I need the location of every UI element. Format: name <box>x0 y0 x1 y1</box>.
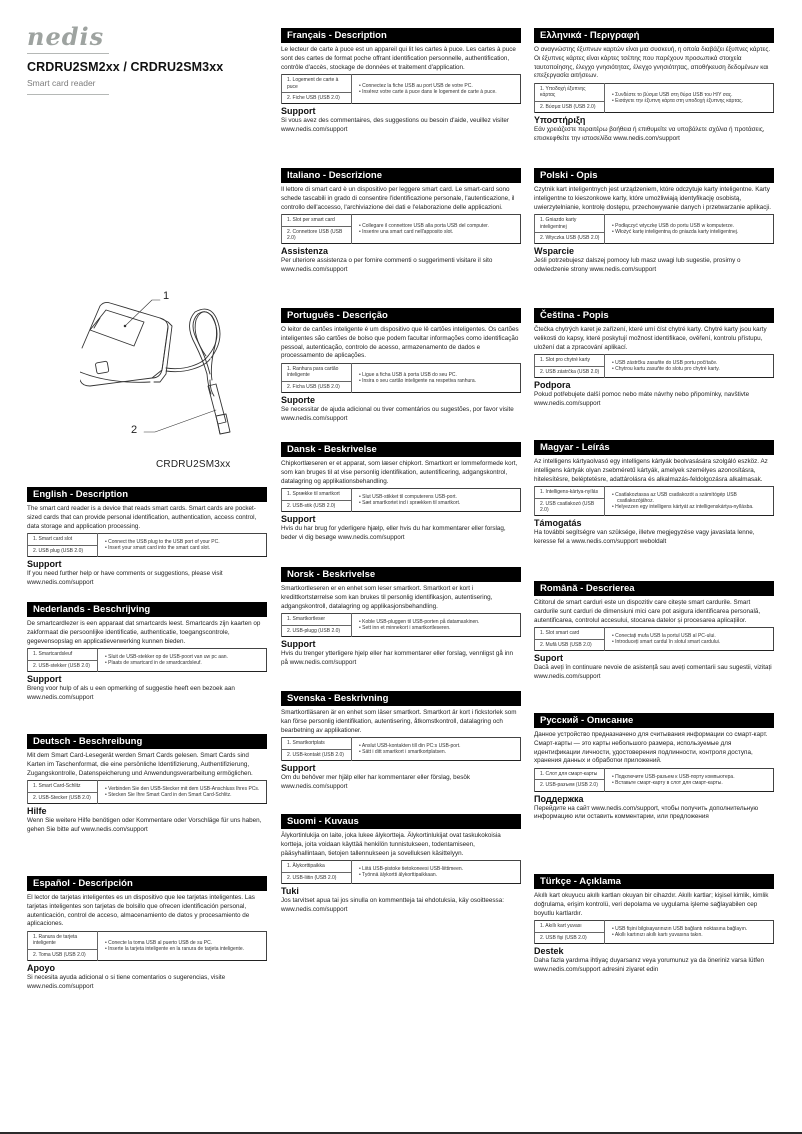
section-description: Akıllı kart okuyucu akıllı kartları okuyan bir cihazdır. Akıllı kartlar; kişisel kimlik, kimlik doğrulama, erişim kontrolü, veri depolama ve uygulama işleme sağlayabilen cep boyutlu kartlardır. <box>534 892 769 917</box>
step-1: • Podłączyć wtyczkę USB do portu USB w komputerze. <box>612 222 735 229</box>
section-description: El lector de tarjetas inteligentes es un dispositivo que lee tarjetas inteligentes. Las tarjetas inteligentes son tarjetas de bolsillo que ofrecen identificación personal, autenticación, control de acceso, almacenamiento de datos y procesamiento de aplicaciones. <box>27 894 255 928</box>
part-2: 2. USB plug (USB 2.0) <box>28 545 98 556</box>
support-text: Перейдите на сайт www.nedis.com/support, чтобы получить дополнительную информацию или оставить комментарии, или предложения <box>534 804 759 821</box>
part-2: 2. Toma USB (USB 2.0) <box>28 949 98 960</box>
part-1: 1. Intelligens-kártya-nyílás <box>535 487 605 498</box>
part-2: 2. Fiche USB (USB 2.0) <box>282 92 352 103</box>
section-title: Español - Descripción <box>27 876 267 891</box>
step-2: • Akıllı kartınızı akıllı kartı yuvasına takın. <box>612 932 703 939</box>
section-russkiy <box>534 713 774 822</box>
section-title: Deutsch - Beschreibung <box>27 734 267 749</box>
part-1: 1. Ranura de tarjeta inteligente <box>28 932 98 949</box>
section-title: Nederlands - Beschrijving <box>27 602 267 617</box>
part-1: 1. Слот для смарт-карты <box>535 769 605 780</box>
product-title: CRDRU2SM2xx / CRDRU2SM3xx <box>27 60 224 74</box>
section-title: Türkçe - Açıklama <box>534 874 774 889</box>
step-1: • Liitä USB-pistoke tietokoneesi USB-liittimeen. <box>359 865 464 872</box>
step-1: • Anslut USB-kontakten till din PC:s USB-port. <box>359 742 461 749</box>
parts-table <box>281 613 521 636</box>
parts-table <box>281 74 521 104</box>
support-text: Pokud potřebujete další pomoc nebo máte návrhy nebo připomínky, navštivte www.nedis.com/support <box>534 390 750 407</box>
header-rule-bottom <box>27 94 109 95</box>
support-text: Ha további segítségre van szüksége, illetve megjegyzése vagy javaslata lenne, keresse fel a www.nedis.com/support weboldalt <box>534 529 755 545</box>
callout-2: 2 <box>131 424 138 436</box>
support-text: Om du behöver mer hjälp eller har kommentarer eller förslag, besök www.nedis.com/support <box>281 773 470 790</box>
section-description: Czytnik kart inteligentnych jest urządzeniem, które odczytuje karty inteligentne. Karty inteligentne to kieszonkowe karty, które umożliwiają identyfikację osobistą, uwierzytelnianie, kontrolę dostępu, przechowywanie danych i przetwarzanie aplikacji. <box>534 186 771 211</box>
step-2: • Вставьте смарт-карту в слот для смарт-карты. <box>612 779 723 786</box>
support-text: Se necessitar de ajuda adicional ou tiver comentários ou sugestões, por favor visite www.nedis.com/support <box>281 405 514 422</box>
part-2: 2. USB-liitin (USB 2.0) <box>282 872 352 883</box>
part-1: 1. Slot per smart card <box>282 215 352 226</box>
step-2: • Chytrou kartu zasuňte do slotu pro chytré karty. <box>612 366 720 373</box>
steps-cell <box>352 75 521 104</box>
steps-cell <box>98 649 267 671</box>
part-2: 2. Connettore USB (USB 2.0) <box>282 226 352 243</box>
support-title: Support <box>281 638 316 649</box>
step-2: • Introduceți smart cardul în slotul smart cardului. <box>612 639 721 646</box>
brand-block <box>27 24 109 50</box>
section-francais <box>281 28 521 135</box>
support-text: Wenn Sie weitere Hilfe benötigen oder Kommentare oder Vorschläge für uns haben, gehen Sie bitte auf www.nedis.com/support <box>27 816 262 833</box>
support-title: Support <box>27 558 62 569</box>
part-2: 2. Ficha USB (USB 2.0) <box>282 381 352 392</box>
section-description: Az intelligens kártyaolvasó egy intelligens kártyák beolvasására szolgáló eszköz. Az intelligens kártyák olyan zsebméretű kártyák, amelyek személyes azonosításra, hitelesítésre, beléptetésre, adattárolásra és alkalmazás-feldolgozásra alkalmasak. <box>534 458 768 483</box>
part-2: 2. USB csatlakozó (USB 2.0) <box>535 498 605 515</box>
section-title: Français - Description <box>281 28 521 43</box>
parts-table <box>281 214 521 244</box>
step-1: • Conecte la toma USB al puerto USB de su PC. <box>105 939 213 946</box>
step-2: • Helyezzen egy intelligens kártyát az intelligenskártya-nyílásba. <box>612 504 754 511</box>
steps-cell <box>352 489 521 511</box>
section-title: Dansk - Beskrivelse <box>281 442 521 457</box>
section-magyar <box>534 440 774 547</box>
steps-cell <box>605 84 774 113</box>
support-title: Υποστήριξη <box>534 114 586 125</box>
part-1: 1. Ranhura para cartão inteligente <box>282 364 352 381</box>
card-reader-drawing-icon <box>80 270 270 480</box>
step-1: • Sluit de USB-stekker op de USB-poort van uw pc aan. <box>105 653 228 660</box>
step-2: • Plaats de smartcard in de smardcardsleuf. <box>105 660 202 667</box>
support-title: Support <box>281 513 316 524</box>
section-espanol <box>27 876 267 991</box>
support-text: If you need further help or have comments or suggestions, please visit www.nedis.com/support <box>27 569 223 586</box>
section-title: Polski - Opis <box>534 168 774 183</box>
parts-table <box>281 488 521 511</box>
support-title: Поддержка <box>534 793 584 804</box>
part-2: 2. Mufă USB (USB 2.0) <box>535 639 605 650</box>
section-polski <box>534 168 774 275</box>
step-1: • Conectați mufa USB la portul USB al PC-ului. <box>612 632 716 639</box>
support-text: Εάν χρειάζεστε περαιτέρω βοήθεια ή επιθυμείτε να υποβάλετε σχόλια ή προτάσεις, επισκεφθείτε την ιστοσελίδα www.nedis.com/support <box>534 125 765 142</box>
parts-table <box>534 768 774 791</box>
step-2: • Insert your smart card into the smart card slot. <box>105 545 211 552</box>
parts-table <box>281 363 521 393</box>
parts-table <box>281 737 521 760</box>
parts-table <box>281 860 521 883</box>
section-cestina <box>534 308 774 408</box>
part-2: 2. USB-stik (USB 2.0) <box>282 500 352 511</box>
steps-cell <box>605 215 774 244</box>
parts-table <box>534 83 774 113</box>
step-1: • Подключите USB-разъем к USB-порту компьютера. <box>612 773 735 780</box>
support-title: Suport <box>534 652 563 663</box>
section-description: Mit dem Smart Card-Lesegerät werden Smart Cards gelesen. Smart Cards sind Karten im Taschenformat, die eine persönliche Identifizierung, Authentifizierung, Zugangskontrolle, Datenspeicherung und Anwendungsverarbeitung ermöglichen. <box>27 752 253 777</box>
support-text: Hvis du har brug for yderligere hjælp, eller hvis du har kommentarer eller forslag, beder vi dig besøge www.nedis.com/support <box>281 524 506 541</box>
product-subtitle: Smart card reader <box>27 78 96 88</box>
section-title: Norsk - Beskrivelse <box>281 567 521 582</box>
step-2: • Sätt i ditt smartkort i smartkortplatsen. <box>359 749 447 756</box>
step-1: • Collegare il connettore USB alla porta USB del computer. <box>359 222 489 229</box>
section-description: Čtečka chytrých karet je zařízení, které umí číst chytré karty. Chytré karty jsou karty velikosti do kapsy, které poskytují možnost identifikace, ověření, kontrolu přístupu, uložení dat a zpracování aplikací. <box>534 326 767 351</box>
steps-cell <box>352 215 521 244</box>
step-1: • Verbinden Sie den USB-Stecker mit dem USB-Anschluss Ihres PCs. <box>105 785 260 792</box>
support-title: Support <box>281 762 316 773</box>
part-1: 1. Smartkortplats <box>282 738 352 749</box>
part-1: 1. Slot smart card <box>535 628 605 639</box>
section-portugues <box>281 308 521 423</box>
section-description: Ο αναγνώστης έξυπνων καρτών είναι μια συσκευή, η οποία διαβάζει έξυπνες κάρτες. Οι έξυπνες κάρτες είναι κάρτες τσέπης που παρέχουν προσωπικά στοιχεία ταυτοποίησης, έλεγχο γνησιότητας, έλεγχο γνησιότητας, αποθήκευση δεδομένων και επεξεργασία αιτήσεων. <box>534 46 771 80</box>
part-1: 1. Slot pro chytré karty <box>535 355 605 366</box>
section-svenska <box>281 691 521 791</box>
support-title: Suporte <box>281 394 316 405</box>
section-description: Älykortinlukija on laite, joka lukee älykortteja. Älykortinlukijat ovat taskukokoisia kortteja, joita voidaan käyttää henkilön tunnistukseen, todentamiseen, pääsyhallintaan, tietojen tallennukseen ja sovelluksen käsittelyyn. <box>281 832 501 857</box>
part-1: 1. Sprække til smartkort <box>282 489 352 500</box>
part-2: 2. USB-разъем (USB 2.0) <box>535 780 605 791</box>
section-italiano <box>281 168 521 275</box>
step-1: • Ligue a ficha USB à porta USB do seu PC. <box>359 371 457 378</box>
step-1: • Συνδέστε το βύσμα USB στη θύρα USB του Η/Υ σας. <box>612 91 733 98</box>
parts-table <box>534 627 774 650</box>
step-1: • Csatlakoztassa az USB csatlakozót a számítógép USB csatlakozójához. <box>612 491 737 505</box>
step-2: • Insérez votre carte à puce dans le logement de carte à puce. <box>359 89 497 96</box>
section-title: Русский - Описание <box>534 713 774 728</box>
nedis-logo: nedis <box>27 22 105 51</box>
section-title: Čeština - Popis <box>534 308 774 323</box>
section-title: Română - Descrierea <box>534 581 774 596</box>
section-title: Suomi - Kuvaus <box>281 814 521 829</box>
support-text: Jeśli potrzebujesz dalszej pomocy lub masz uwagi lub sugestie, prosimy o odwiedzenie strony www.nedis.com/support <box>534 257 741 273</box>
support-title: Destek <box>534 945 564 956</box>
support-text: Breng voor hulp of als u een opmerking of suggestie heeft een bezoek aan www.nedis.com/support <box>27 684 235 701</box>
part-1: 1. Akıllı kart yuvası <box>535 921 605 932</box>
support-title: Wsparcie <box>534 246 575 256</box>
steps-cell <box>98 781 267 803</box>
part-1: 1. Smart Card-Schlitz <box>28 781 98 792</box>
section-description: Smartkortleseren er en enhet som leser smartkort. Smartkort er kort i kredittkortstørrelse som kan brukes til personlig identifikasjon, autentisering, adgangskontroll, datalagring og applikasjonsbehandling. <box>281 585 493 610</box>
part-1: 1. Älykorttipaikka <box>282 861 352 872</box>
section-romana <box>534 581 774 681</box>
section-dansk <box>281 442 521 542</box>
support-text: Jos tarvitset apua tai jos sinulla on kommentteja tai ehdotuksia, käy osoitteessa: www.nedis.com/support <box>281 896 504 913</box>
parts-table <box>534 214 774 244</box>
step-2: • Inserire una smart card nell'apposito slot. <box>359 229 454 236</box>
steps-cell <box>605 921 774 943</box>
section-english <box>27 487 267 587</box>
support-text: Per ulteriore assistenza o per fornire commenti o suggerimenti visitare il sito www.nedis.com/support <box>281 257 493 273</box>
step-2: • Insira o seu cartão inteligente na respetiva ranhura. <box>359 377 477 384</box>
step-2: • Sett inn et minnekort i smartkortleseren. <box>359 625 451 632</box>
parts-table <box>27 648 267 671</box>
parts-table <box>27 931 267 961</box>
support-title: Tuki <box>281 885 299 896</box>
support-text: Si vous avez des commentaires, des suggestions ou besoin d'aide, veuillez visiter www.nedis.com/support <box>281 117 510 133</box>
steps-cell <box>352 364 521 393</box>
section-title: Italiano - Descrizione <box>281 168 521 183</box>
step-2: • Työnnä älykortti älykorttipaikkaan. <box>359 872 438 879</box>
support-title: Podpora <box>534 379 571 390</box>
section-suomi <box>281 814 521 914</box>
section-turkce <box>534 874 774 974</box>
step-1: • Connectez la fiche USB au port USB de votre PC. <box>359 82 473 89</box>
section-description: Cititorul de smart carduri este un dispozitiv care citește smart cardurile. Smart cardurile sunt carduri de dimensiuni mici care pot asigura identificarea personală, autentificarea, controlul accesului, stocarea datelor și procesarea aplicațiilor. <box>534 599 761 624</box>
part-2: 2. Βύσμα USB (USB 2.0) <box>535 101 605 112</box>
parts-table <box>534 354 774 377</box>
support-title: Assistenza <box>281 246 329 256</box>
support-text: Daha fazla yardıma ihtiyaç duyarsanız veya yorumunuz ya da öneriniz varsa lütfen www.nedis.com/support adresini ziyaret edin <box>534 956 764 973</box>
section-norsk <box>281 567 521 667</box>
parts-table <box>27 533 267 556</box>
part-1: 1. Gniazdo karty inteligentnej <box>535 215 605 232</box>
section-description: The smart card reader is a device that reads smart cards. Smart cards are pocket-sized cards that can provide personal identification, authentication, access control, data storage and application processing. <box>27 505 257 530</box>
section-description: Данное устройство предназначено для считывания информации со смарт-карт. Смарт-карты — это карты небольшого размера, используемые для идентификации личности, удостоверения подлинности, контроля доступа, хранения данных и обработки приложений. <box>534 731 768 765</box>
part-1: 1. Smartcardsleuf <box>28 649 98 660</box>
part-1: 1. Υποδοχή έξυπνης κάρτας <box>535 84 605 101</box>
steps-cell <box>98 932 267 961</box>
part-2: 2. Wtyczka USB (USB 2.0) <box>535 232 605 243</box>
step-1: • Slut USB-stikket til computerens USB-port. <box>359 493 457 500</box>
section-title: Ελληνικά - Περιγραφή <box>534 28 774 43</box>
section-description: O leitor de cartões inteligente é um dispositivo que lê cartões inteligentes. Os cartões inteligentes são cartões de bolso que podem facultar informações como identificação pessoal, autenticação, controlo de acesso, armazenamento de dados e processamento de aplicações. <box>281 326 519 360</box>
step-1: • Connect the USB plug to the USB port of your PC. <box>105 538 220 545</box>
part-2: 2. USB fişi (USB 2.0) <box>535 932 605 943</box>
support-title: Hilfe <box>27 805 47 816</box>
section-description: De smartcardlezer is een apparaat dat smartcards leest. Smartcards zijn kaarten op zakformaat die persoonlijke identificatie, authenticatie, toegangscontrole, gegevensopslag en applicatieverwerking kunnen bieden. <box>27 620 261 645</box>
support-text: Hvis du trenger ytterligere hjelp eller har kommentarer eller forslag, vennligst gå inn på www.nedis.com/support <box>281 649 514 666</box>
steps-cell <box>352 861 521 883</box>
step-2: • Inserte la tarjeta inteligente en la ranura de tarjeta inteligente. <box>105 945 245 952</box>
section-description: Le lecteur de carte à puce est un appareil qui lit les cartes à puce. Les cartes à puce sont des cartes de format poche offrant identification personnelle, authentification, contrôle d'accès, stockage de données et traitement d'application. <box>281 46 516 71</box>
support-text: Si necesita ayuda adicional o si tiene comentarios o sugerencias, visite www.nedis.com/support <box>27 973 226 990</box>
section-description: Chipkortlæseren er et apparat, som læser chipkort. Smartkort er lommeformede kort, som kan bruges til at vise personlig identifikation, autentificering, adgangskontrol, datalagring og applikationsbehandling. <box>281 460 518 485</box>
steps-cell <box>352 738 521 760</box>
steps-cell <box>605 628 774 650</box>
step-2: • Εισάγετε την έξυπνη κάρτα στη υποδοχή έξυπνης κάρτας. <box>612 97 743 104</box>
parts-table <box>27 780 267 803</box>
section-description: Smartkortläsaren är en enhet som läser smartkort. Smartkort är kort i fickstorlek som kan förse personlig identifikation, autentisering, åtkomstkontroll, datalagring och bearbetning av applikationer. <box>281 709 517 734</box>
section-nederlands <box>27 602 267 702</box>
steps-cell <box>605 769 774 791</box>
parts-table <box>534 486 774 516</box>
support-title: Apoyo <box>27 962 55 973</box>
header-rule-top <box>27 53 109 54</box>
part-2: 2. USB zástrčka (USB 2.0) <box>535 366 605 377</box>
step-2: • Sæt smartkortet ind i sprækken til smartkort. <box>359 500 461 507</box>
part-1: 1. Logement de carte à puce <box>282 75 352 92</box>
step-2: • Stecken Sie Ihre Smart Card in den Smart Card-Schlitz. <box>105 792 232 799</box>
step-1: • USB fişini bilgisayarınızın USB bağlantı noktasına bağlayın. <box>612 925 748 932</box>
step-1: • USB zástrčku zasuňte do USB portu počítače. <box>612 359 718 366</box>
section-title: English - Description <box>27 487 267 502</box>
callout-1: 1 <box>163 290 170 302</box>
support-text: Dacă aveți în continuare nevoie de asistență sau aveți comentarii sau sugestii, vizitați www.nedis.com/support <box>534 663 772 680</box>
figure-caption: CRDRU2SM3xx <box>156 459 231 470</box>
support-title: Támogatás <box>534 518 582 528</box>
product-illustration <box>80 270 270 480</box>
parts-table <box>534 920 774 943</box>
part-2: 2. USB-kontakt (USB 2.0) <box>282 749 352 760</box>
section-title: Svenska - Beskrivning <box>281 691 521 706</box>
section-title: Magyar - Leírás <box>534 440 774 455</box>
part-2: 2. USB-plugg (USB 2.0) <box>282 625 352 636</box>
section-title: Português - Descrição <box>281 308 521 323</box>
step-1: • Koble USB-pluggen til USB-porten på datamaskinen. <box>359 618 480 625</box>
part-2: 2. USB-Stecker (USB 2.0) <box>28 792 98 803</box>
support-title: Support <box>27 673 62 684</box>
step-2: • Włożyć kartę inteligentną do gniazda karty inteligentnej. <box>612 229 739 236</box>
section-description: Il lettore di smart card è un dispositivo per leggere smart card. Le smart-card sono schede tascabili in grado di consentire l'identificazione personale, l'autenticazione, il controllo dell'accesso, l'archiviazione dei dati e l'elaborazione delle applicazioni. <box>281 186 515 211</box>
steps-cell <box>352 614 521 636</box>
part-1: 1. Smart card slot <box>28 534 98 545</box>
support-title: Support <box>281 106 316 116</box>
steps-cell <box>605 355 774 377</box>
steps-cell <box>98 534 267 556</box>
section-ellinika <box>534 28 774 143</box>
section-deutsch <box>27 734 267 834</box>
steps-cell <box>605 487 774 516</box>
part-1: 1. Smartkortleser <box>282 614 352 625</box>
part-2: 2. USB-stekker (USB 2.0) <box>28 660 98 671</box>
